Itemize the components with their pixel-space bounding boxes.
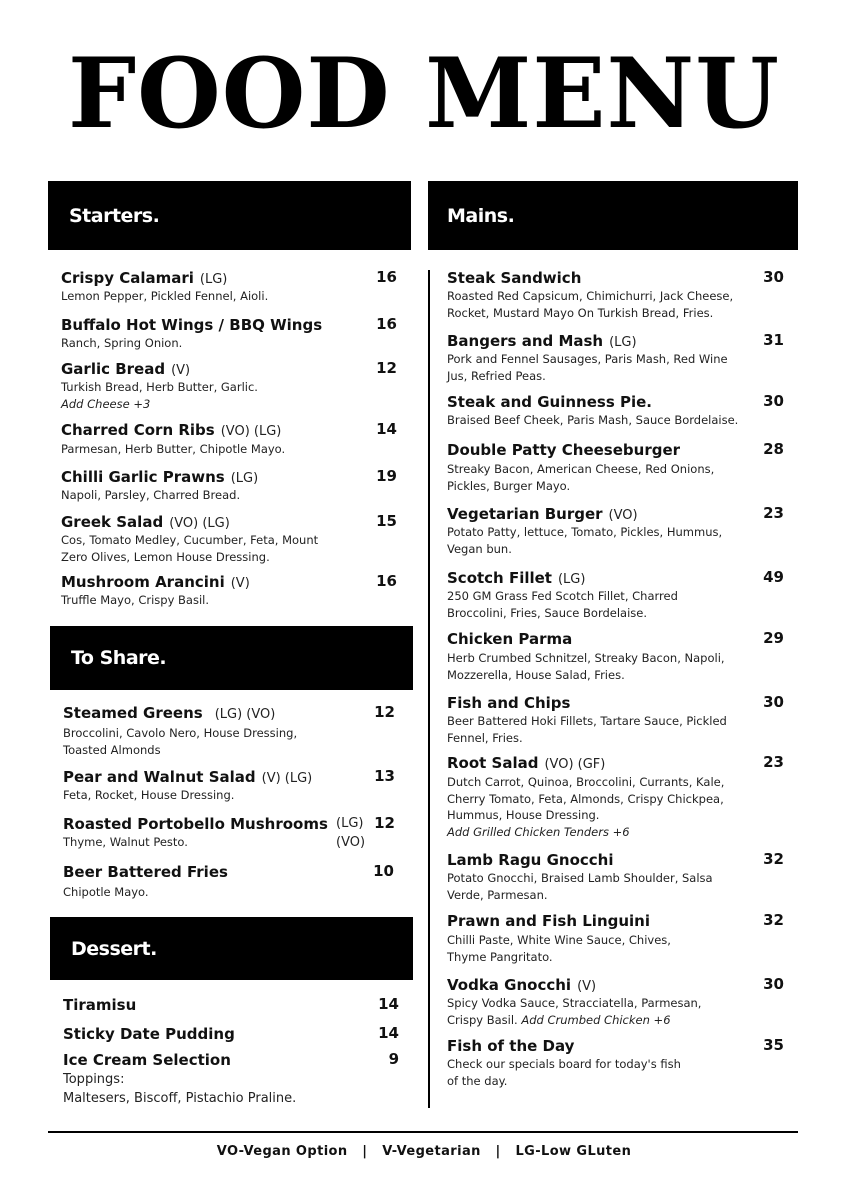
starters-heading: Starters. <box>48 181 411 250</box>
item-description: Toasted Almonds <box>63 742 161 757</box>
menu-item <box>61 268 397 305</box>
item-description: Broccolini, Fries, Sauce Bordelaise. <box>447 605 648 620</box>
item-name: Greek Salad <box>61 513 164 531</box>
item-price: 30 <box>763 975 784 993</box>
item-description: Pickles, Burger Mayo. <box>447 478 571 493</box>
item-price: 32 <box>763 911 784 929</box>
item-tags: (VO) (LG) <box>169 516 230 531</box>
item-description: Check our specials board for today's fish <box>447 1057 681 1071</box>
item-price: 32 <box>763 850 784 868</box>
item-price: 9 <box>388 1050 399 1068</box>
item-description: Broccolini, Cavolo Nero, House Dressing, <box>63 726 298 740</box>
item-price: 14 <box>378 1024 399 1042</box>
item-description: Roasted Red Capsicum, Chimichurri, Jack Cheese, <box>447 289 734 303</box>
item-addon: Add Grilled Chicken Tenders +6 <box>447 824 630 839</box>
item-tags: (V) <box>230 576 250 591</box>
item-name: Buffalo Hot Wings / BBQ Wings <box>61 316 323 334</box>
item-price: 23 <box>763 753 784 771</box>
item-name: Charred Corn Ribs <box>61 421 215 439</box>
item-name: Ice Cream Selection <box>63 1051 231 1069</box>
item-name: Steak and Guinness Pie. <box>447 393 652 411</box>
item-tags: (LG) <box>557 572 586 587</box>
mains-heading: Mains. <box>428 181 798 250</box>
item-description: Fennel, Fries. <box>447 730 523 745</box>
item-description: Feta, Rocket, House Dressing. <box>63 788 235 802</box>
menu-item <box>447 629 784 683</box>
item-description: Hummus, House Dressing. <box>447 808 600 822</box>
item-description: Maltesers, Biscoff, Pistachio Praline. <box>63 1091 297 1106</box>
item-description: Lemon Pepper, Pickled Fennel, Aioli. <box>61 289 269 303</box>
item-price: 30 <box>763 392 784 410</box>
item-price: 23 <box>763 504 784 522</box>
item-description: Ranch, Spring Onion. <box>61 336 183 350</box>
item-price: 31 <box>763 331 784 349</box>
item-name: Chilli Garlic Prawns <box>61 468 225 486</box>
item-description: Parmesan, Herb Butter, Chipotle Mayo. <box>61 442 286 456</box>
item-price: 29 <box>763 629 784 647</box>
item-description-line <box>447 1012 784 1029</box>
dietary-legend: VO-Vegan Option | V-Vegetarian | LG-Low GLuten <box>216 1144 632 1159</box>
item-description: Napoli, Parsley, Charred Bread. <box>61 488 241 502</box>
item-name: Root Salad <box>447 754 539 772</box>
item-price: 14 <box>378 995 399 1013</box>
menu-item <box>63 767 395 804</box>
item-price: 30 <box>763 268 784 286</box>
item-name: Steamed Greens <box>63 704 203 722</box>
item-tag: (VO) <box>336 835 366 850</box>
item-addon: Add Crumbed Chicken +6 <box>521 1012 671 1027</box>
item-description: Thyme Pangritato. <box>447 949 553 964</box>
item-name: Fish and Chips <box>447 694 571 712</box>
menu-title: FOOD MENU <box>68 37 780 150</box>
menu-item <box>63 995 399 1015</box>
item-description: Potato Patty, lettuce, Tomato, Pickles, Hummus, <box>447 525 723 539</box>
item-description: Cos, Tomato Medley, Cucumber, Feta, Mount <box>61 533 319 547</box>
item-price: 12 <box>374 814 395 832</box>
item-name: Roasted Portobello Mushrooms <box>63 815 328 833</box>
item-name: Double Patty Cheeseburger <box>447 441 681 459</box>
item-description: Beer Battered Hoki Fillets, Tartare Sauce, Pickled <box>447 714 727 728</box>
item-price: 13 <box>374 767 395 785</box>
item-description: Zero Olives, Lemon House Dressing. <box>61 549 270 564</box>
item-tags: (V) <box>577 979 597 994</box>
item-tags <box>336 814 365 852</box>
item-addon: Add Cheese +3 <box>61 396 151 411</box>
item-description: Turkish Bread, Herb Butter, Garlic. <box>61 380 258 394</box>
item-price: 28 <box>763 440 784 458</box>
menu-item <box>447 504 784 557</box>
menu-item <box>447 753 784 840</box>
item-description: 250 GM Grass Fed Scotch Fillet, Charred <box>447 589 678 603</box>
menu-item <box>447 331 784 384</box>
item-description: Chilli Paste, White Wine Sauce, Chives, <box>447 933 671 947</box>
item-price: 14 <box>376 420 397 438</box>
item-name: Prawn and Fish Linguini <box>447 912 651 930</box>
item-name: Chicken Parma <box>447 630 573 648</box>
item-tags: (VO) <box>608 508 638 523</box>
menu-item <box>63 703 395 758</box>
item-price: 12 <box>374 703 395 721</box>
item-price: 35 <box>763 1036 784 1054</box>
item-name: Mushroom Arancini <box>61 573 225 591</box>
item-price: 16 <box>376 315 397 333</box>
menu-item <box>447 568 784 621</box>
item-price: 12 <box>376 359 397 377</box>
item-name: Fish of the Day <box>447 1037 575 1055</box>
item-description: Streaky Bacon, American Cheese, Red Onions, <box>447 462 715 476</box>
item-description: Cherry Tomato, Feta, Almonds, Crispy Chickpea, <box>447 791 724 806</box>
item-description: Dutch Carrot, Quinoa, Broccolini, Currants, Kale, <box>447 775 725 789</box>
item-price: 16 <box>376 268 397 286</box>
item-tags: (V) <box>171 363 191 378</box>
item-name: Pear and Walnut Salad <box>63 768 256 786</box>
menu-item <box>61 572 397 609</box>
item-tags: (LG) <box>230 471 259 486</box>
column-divider <box>428 270 430 1108</box>
item-name: Beer Battered Fries <box>63 863 228 881</box>
to-share-heading: To Share. <box>50 626 413 690</box>
item-price: 19 <box>376 467 397 485</box>
menu-item <box>447 850 784 903</box>
menu-item <box>447 975 784 1028</box>
menu-item <box>63 862 395 901</box>
item-price: 49 <box>763 568 784 586</box>
item-description: Truffle Mayo, Crispy Basil. <box>61 593 210 607</box>
item-tags: (VO) (LG) <box>220 424 282 439</box>
item-description: Vegan bun. <box>447 541 512 556</box>
item-tag: (LG) <box>336 816 364 831</box>
item-description: of the day. <box>447 1073 508 1088</box>
item-name: Vodka Gnocchi <box>447 976 572 994</box>
item-price: 10 <box>373 862 394 880</box>
item-name: Sticky Date Pudding <box>63 1025 235 1043</box>
item-description: Crispy Basil. <box>447 1012 518 1027</box>
item-description: Spicy Vodka Sauce, Stracciatella, Parmesan, <box>447 996 702 1010</box>
item-tags: (V) (LG) <box>261 771 313 786</box>
menu-item <box>63 1050 399 1108</box>
item-name: Bangers and Mash <box>447 332 604 350</box>
item-tags: (LG) <box>609 335 637 350</box>
item-name: Lamb Ragu Gnocchi <box>447 851 614 869</box>
item-description: Rocket, Mustard Mayo On Turkish Bread, Fries. <box>447 305 714 320</box>
menu-item <box>61 420 397 458</box>
item-price: 16 <box>376 572 397 590</box>
footer-divider <box>48 1131 798 1133</box>
menu-item <box>447 392 784 429</box>
menu-item <box>447 1036 784 1089</box>
menu-item <box>61 512 397 565</box>
item-description: Toppings: <box>63 1072 125 1087</box>
item-description: Braised Beef Cheek, Paris Mash, Sauce Bordelaise. <box>447 413 739 427</box>
item-description: Mozzerella, House Salad, Fries. <box>447 667 625 682</box>
item-name: Steak Sandwich <box>447 269 582 287</box>
menu-item <box>61 467 397 504</box>
item-description: Thyme, Walnut Pesto. <box>63 835 188 849</box>
item-description: Chipotle Mayo. <box>63 885 149 899</box>
item-description: Jus, Refried Peas. <box>447 368 546 383</box>
menu-item <box>447 268 784 321</box>
item-tags: (LG) <box>199 272 228 287</box>
item-price: 15 <box>376 512 397 530</box>
item-price: 30 <box>763 693 784 711</box>
item-name: Vegetarian Burger <box>447 505 603 523</box>
menu-item <box>447 911 784 965</box>
item-name: Scotch Fillet <box>447 569 552 587</box>
dessert-heading: Dessert. <box>50 917 413 980</box>
menu-item <box>447 440 784 494</box>
menu-item <box>63 1024 399 1044</box>
menu-item <box>61 315 397 352</box>
item-tags: (LG) (VO) <box>214 707 276 722</box>
item-description: Pork and Fennel Sausages, Paris Mash, Red Wine <box>447 352 728 366</box>
item-name: Crispy Calamari <box>61 269 194 287</box>
menu-item <box>61 359 397 412</box>
item-description: Verde, Parmesan. <box>447 887 548 902</box>
menu-item <box>447 693 784 746</box>
item-description: Potato Gnocchi, Braised Lamb Shoulder, Salsa <box>447 871 713 885</box>
item-tags: (VO) (GF) <box>544 757 606 772</box>
item-name: Garlic Bread <box>61 360 166 378</box>
item-description: Herb Crumbed Schnitzel, Streaky Bacon, Napoli, <box>447 651 725 665</box>
item-name: Tiramisu <box>63 996 137 1014</box>
